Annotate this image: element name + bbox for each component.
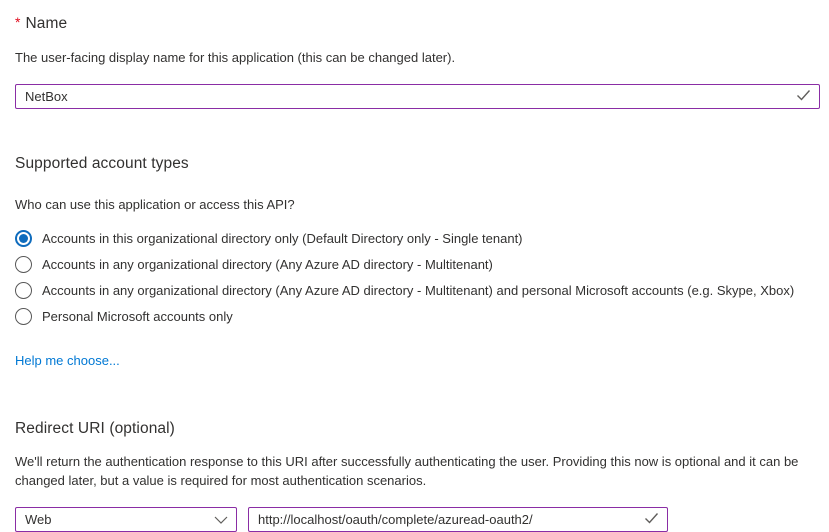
- name-input[interactable]: [15, 84, 820, 109]
- account-types-radio-group: [15, 225, 815, 329]
- radio-button-icon[interactable]: [15, 230, 32, 247]
- redirect-uri-input[interactable]: [248, 507, 668, 532]
- radio-multitenant[interactable]: [15, 251, 815, 277]
- uri-input-container: [248, 507, 668, 532]
- supported-account-types-heading: Supported account types: [15, 155, 189, 172]
- required-asterisk: *: [15, 14, 21, 30]
- name-input-container: [15, 84, 820, 109]
- radio-label: Accounts in any organizational directory (Any Azure AD directory - Multitenant): [42, 256, 493, 272]
- redirect-uri-heading: Redirect URI (optional): [15, 420, 175, 437]
- name-label: Name: [25, 15, 68, 32]
- help-me-choose-link[interactable]: Help me choose...: [15, 353, 120, 368]
- redirect-uri-description: We'll return the authentication response to this URI after successfully authenticating the user. Providing this now is optional and it can be changed later, but a value is required for most authentication scenarios.: [15, 454, 799, 488]
- radio-multitenant-personal[interactable]: [15, 277, 815, 303]
- radio-button-icon[interactable]: [15, 308, 32, 325]
- redirect-uri-row: [15, 507, 815, 532]
- radio-single-tenant[interactable]: [15, 225, 815, 251]
- name-section-heading: [15, 14, 815, 33]
- radio-label: Personal Microsoft accounts only: [42, 308, 233, 324]
- radio-personal-only[interactable]: [15, 303, 815, 329]
- platform-select[interactable]: [15, 507, 237, 532]
- name-description: The user-facing display name for this application (this can be changed later).: [15, 50, 456, 65]
- platform-select-value: Web: [25, 512, 52, 527]
- chevron-down-icon: [214, 516, 228, 524]
- account-types-question: Who can use this application or access this API?: [15, 197, 295, 212]
- radio-button-icon[interactable]: [15, 256, 32, 273]
- radio-label: Accounts in any organizational directory (Any Azure AD directory - Multitenant) and personal Microsoft accounts (e.g. Skype, Xbox): [42, 282, 795, 298]
- radio-label: Accounts in this organizational directory only (Default Directory only - Single tenant): [42, 230, 523, 246]
- radio-button-icon[interactable]: [15, 282, 32, 299]
